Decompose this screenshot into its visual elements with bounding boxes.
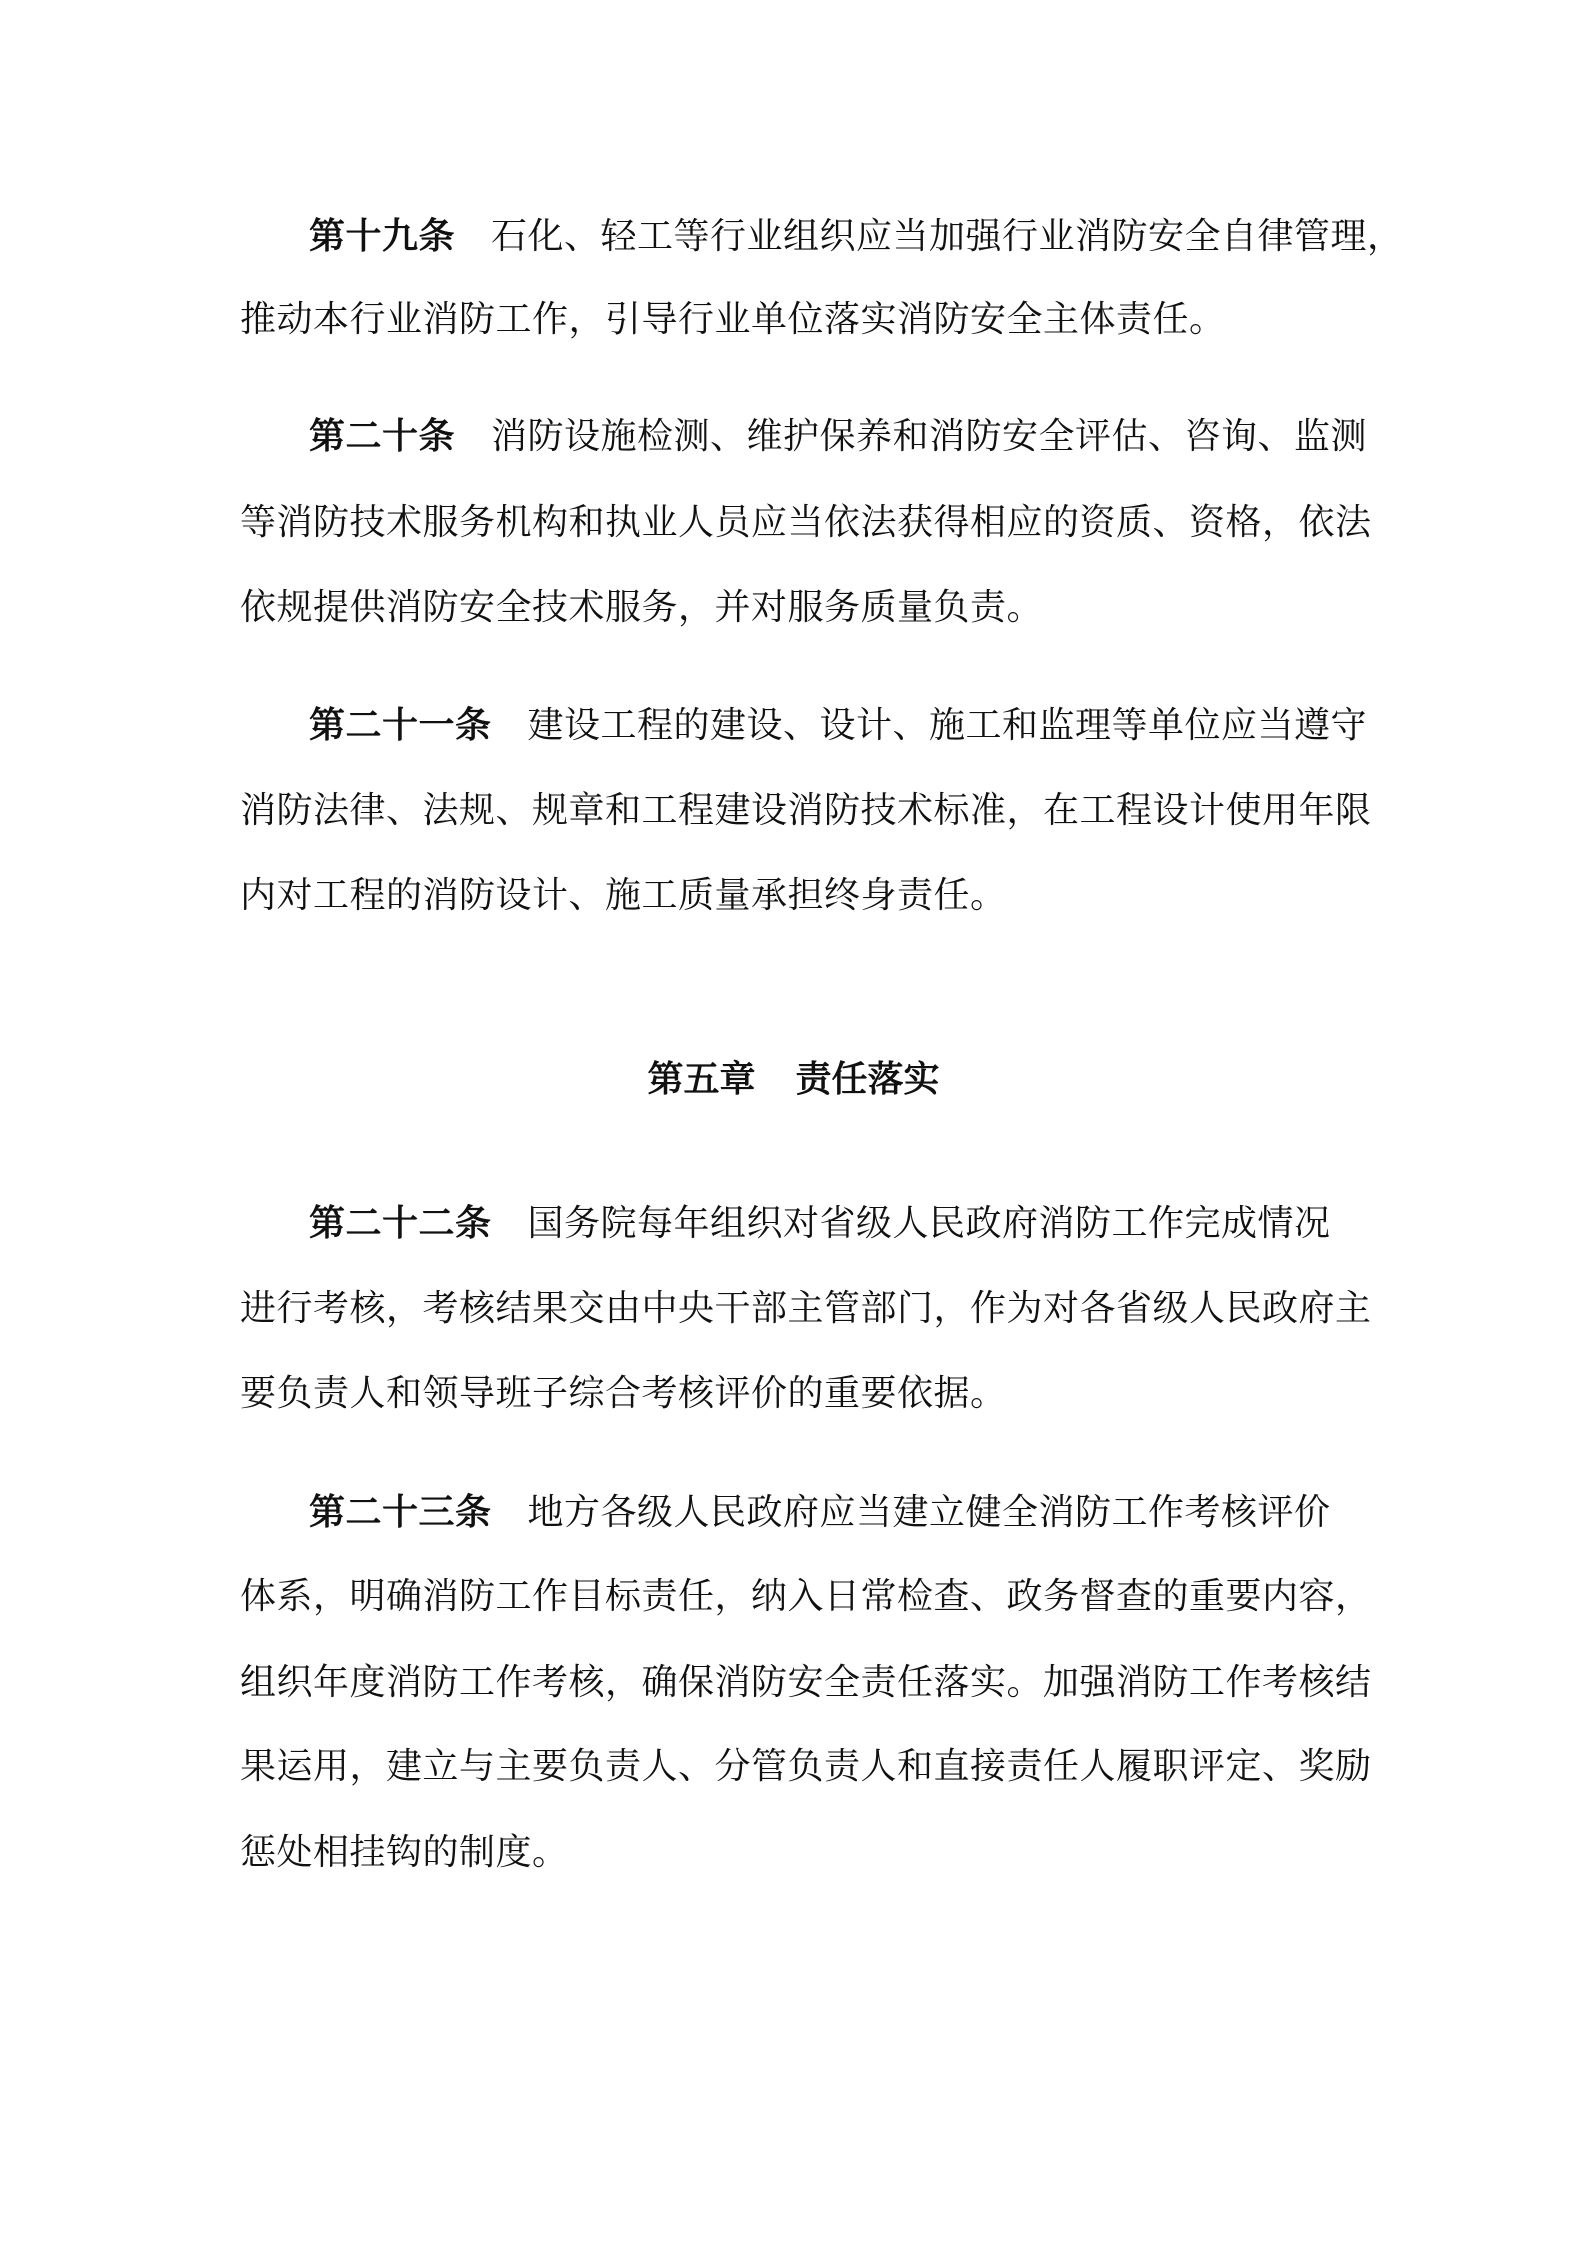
article-19-line-2: 推动本行业消防工作，引导行业单位落实消防安全主体责任。 (240, 299, 1226, 340)
article-19-line-1 (309, 214, 1404, 259)
article-23-line-5: 惩处相挂钩的制度。 (240, 1832, 569, 1873)
article-21-line-1 (309, 703, 1367, 748)
article-23-label: 第二十三条 (309, 1491, 492, 1533)
article-20-text-1: 消防设施检测、维护保养和消防安全评估、咨询、监测 (491, 416, 1368, 457)
article-22-line-2: 进行考核，考核结果交由中央干部主管部门，作为对各省级人民政府主 (240, 1288, 1372, 1329)
article-23-line-2: 体系，明确消防工作目标责任，纳入日常检查、政务督查的重要内容， (240, 1576, 1372, 1617)
article-20-line-2: 等消防技术服务机构和执业人员应当依法获得相应的资质、资格，依法 (240, 502, 1372, 543)
article-20-line-1 (309, 414, 1367, 459)
article-21-line-3: 内对工程的消防设计、施工质量承担终身责任。 (240, 875, 1007, 916)
article-22-line-1 (309, 1201, 1331, 1246)
article-20-label: 第二十条 (309, 415, 456, 457)
article-22-line-3: 要负责人和领导班子综合考核评价的重要依据。 (240, 1373, 1007, 1414)
article-23-line-1 (309, 1490, 1331, 1535)
chapter-number: 第五章 (647, 1058, 756, 1100)
article-19-text-1: 石化、轻工等行业组织应当加强行业消防安全自律管理， (491, 216, 1404, 257)
article-23-line-4: 果运用，建立与主要负责人、分管负责人和直接责任人履职评定、奖励 (240, 1746, 1372, 1787)
article-21-label: 第二十一条 (309, 704, 492, 746)
article-22-label: 第二十二条 (309, 1202, 492, 1244)
article-21-text-1: 建设工程的建设、设计、施工和监理等单位应当遵守 (527, 705, 1368, 746)
chapter-title: 责任落实 (795, 1058, 940, 1100)
article-22-text-1: 国务院每年组织对省级人民政府消防工作完成情况 (527, 1203, 1331, 1244)
article-19-label: 第十九条 (309, 215, 456, 257)
article-21-line-2: 消防法律、法规、规章和工程建设消防技术标准，在工程设计使用年限 (240, 790, 1372, 831)
article-23-text-1: 地方各级人民政府应当建立健全消防工作考核评价 (527, 1492, 1331, 1533)
article-23-line-3: 组织年度消防工作考核，确保消防安全责任落实。加强消防工作考核结 (240, 1662, 1372, 1703)
article-20-line-3: 依规提供消防安全技术服务，并对服务质量负责。 (240, 587, 1044, 628)
chapter-heading (0, 1057, 1587, 1101)
